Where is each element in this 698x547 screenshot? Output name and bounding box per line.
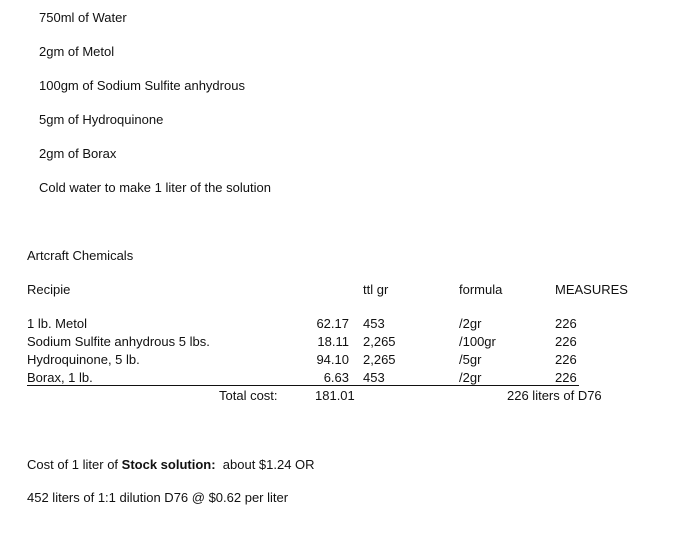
row-hydroquinone-ttl: 2,265: [363, 352, 396, 367]
row-sulfite-ttl: 2,265: [363, 334, 396, 349]
row-metol-measures: 226: [555, 316, 577, 331]
row-sulfite-formula: /100gr: [459, 334, 496, 349]
total-cost-label: Total cost:: [219, 388, 278, 403]
row-hydroquinone-cost: 94.10: [316, 352, 349, 367]
dilution-line: 452 liters of 1:1 dilution D76 @ $0.62 per liter: [27, 490, 289, 505]
stock-cost-line: [27, 457, 315, 473]
row-hydroquinone-measures: 226: [555, 352, 577, 367]
ingredient-water: 750ml of Water: [39, 10, 127, 25]
stock-cost-prefix: Cost of 1 liter of: [27, 457, 122, 472]
row-metol-item: 1 lb. Metol: [27, 316, 87, 331]
stock-cost-bold: Stock solution:: [121, 457, 216, 472]
ingredient-metol: 2gm of Metol: [39, 44, 115, 59]
total-underline: [27, 385, 579, 386]
row-borax-measures: 226: [555, 370, 577, 385]
ingredient-cold-water: Cold water to make 1 liter of the solution: [39, 180, 271, 195]
header-recipie: Recipie: [27, 282, 71, 297]
row-metol-ttl: 453: [363, 316, 385, 331]
header-ttl-gr: ttl gr: [363, 282, 389, 297]
row-metol-formula: /2gr: [459, 316, 482, 331]
total-cost-value: 181.01: [315, 388, 355, 403]
row-borax-formula: /2gr: [459, 370, 482, 385]
ingredient-borax: 2gm of Borax: [39, 146, 117, 161]
row-hydroquinone-formula: /5gr: [459, 352, 482, 367]
ingredient-sodium-sulfite: 100gm of Sodium Sulfite anhydrous: [39, 78, 245, 93]
liters-note: 226 liters of D76: [507, 388, 602, 403]
row-borax-item: Borax, 1 lb.: [27, 370, 93, 385]
row-sulfite-measures: 226: [555, 334, 577, 349]
row-borax-cost: 6.63: [323, 370, 349, 385]
supplier-title: Artcraft Chemicals: [27, 248, 134, 263]
row-borax-ttl: 453: [363, 370, 385, 385]
row-sulfite-item: Sodium Sulfite anhydrous 5 lbs.: [27, 334, 210, 349]
row-sulfite-cost: 18.11: [317, 334, 349, 349]
header-formula: formula: [459, 282, 503, 297]
ingredient-hydroquinone: 5gm of Hydroquinone: [39, 112, 164, 127]
header-measures: MEASURES: [555, 282, 628, 297]
row-hydroquinone-item: Hydroquinone, 5 lb.: [27, 352, 140, 367]
stock-cost-suffix: about $1.24 OR: [215, 457, 315, 472]
row-metol-cost: 62.17: [316, 316, 349, 331]
